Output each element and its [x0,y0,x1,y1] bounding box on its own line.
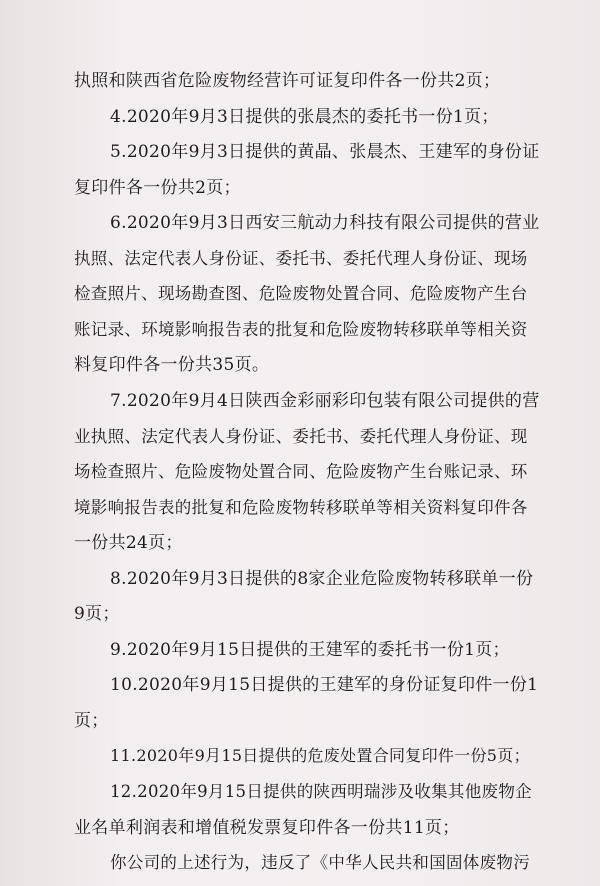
text-line-23: 你公司的上述行为，违反了《中华人民共和国固体废物污 [110,853,530,872]
text-line-19: 页； [74,710,109,731]
text-line-7: 检查照片、现场勘查图、危险废物处置合同、危险废物产生台 [74,284,528,304]
text-line-6: 执照、法定代表人身份证、委托书、委托代理人身份证、现场 [74,248,528,268]
text-line-15: 8.2020年9月3日提供的8家企业危险废物转移联单一份 [110,568,534,589]
text-line-16: 9页； [74,604,120,625]
text-line-18: 10.2020年9月15日提供的王建军的身份证复印件一份1 [110,675,539,696]
text-line-22: 业名单利润表和增值税发票复印件各一份共11页； [74,817,460,838]
text-line-3: 5.2020年9月3日提供的黄晶、张晨杰、王建军的身份证 [110,142,540,163]
text-line-10: 7.2020年9月4日陕西金彩丽彩印包装有限公司提供的营 [110,390,540,411]
text-line-11: 业执照、法定代表人身份证、委托书、委托代理人身份证、现 [74,426,528,446]
text-line-4: 复印件各一份共2页； [74,177,241,198]
text-line-13: 境影响报告表的批复和危险废物转移联单等相关资料复印件各 [74,497,528,517]
text-line-5: 6.2020年9月3日西安三航动力科技有限公司提供的营业 [110,213,540,234]
text-line-8: 账记录、环境影响报告表的批复和危险废物转移联单等相关资 [74,319,528,339]
text-line-21: 12.2020年9月15日提供的陕西明瑞涉及收集其他废物企 [110,781,532,801]
text-line-1: 执照和陕西省危险废物经营许可证复印件各一份共2页； [74,71,501,91]
text-line-9: 料复印件各一份共35页。 [74,355,270,376]
text-line-2: 4.2020年9月3日提供的张晨杰的委托书一份1页； [110,106,499,127]
text-line-17: 9.2020年9月15日提供的王建军的委托书一份1页； [110,639,510,660]
text-line-14: 一份共24页； [74,533,183,554]
text-line-12: 场检查照片、危险废物处置合同、危险废物产生台账记录、环 [74,462,528,481]
text-line-20: 11.2020年9月15日提供的危废处置合同复印件一份5页； [110,746,530,766]
